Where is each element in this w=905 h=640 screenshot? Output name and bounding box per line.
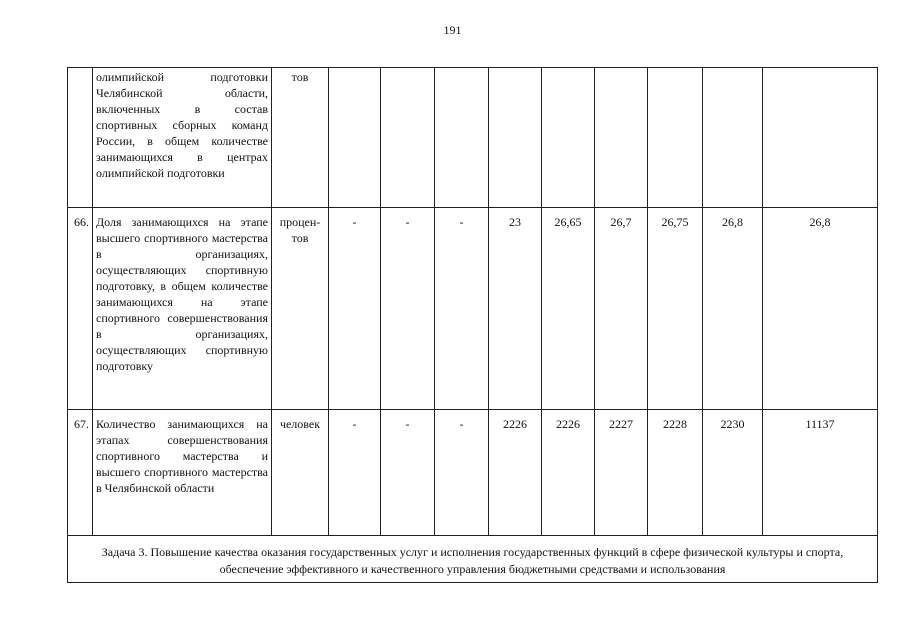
value-cell: 2226 xyxy=(542,410,595,536)
row-number: 67. xyxy=(68,410,93,536)
value-cell: 2227 xyxy=(595,410,648,536)
value-cell xyxy=(489,68,542,208)
value-cell xyxy=(648,68,703,208)
task-heading: Задача 3. Повышение качества оказания государственных услуг и исполнения государственных функций в сфере физической культуры и спорта, обеспечение эффективного и качественного управления бюджетными средствами и использования xyxy=(68,536,878,583)
total-cell: 11137 xyxy=(763,410,878,536)
table-row xyxy=(68,410,878,536)
table-row xyxy=(68,68,878,208)
value-cell: - xyxy=(381,410,435,536)
page-number: 191 xyxy=(443,23,462,37)
value-cell: 26,8 xyxy=(703,208,763,410)
total-cell xyxy=(763,68,878,208)
indicators-table xyxy=(67,67,878,583)
value-cell: - xyxy=(329,208,381,410)
unit-cell: процен-тов xyxy=(272,208,329,410)
value-cell: - xyxy=(435,410,489,536)
value-cell: 2226 xyxy=(489,410,542,536)
value-cell: - xyxy=(435,208,489,410)
indicator-name: Количество занимающихся на этапах совершенствования спортивного мастерства и высшего спортивного мастерства в Челябинской области xyxy=(93,410,272,536)
row-number: 66. xyxy=(68,208,93,410)
value-cell xyxy=(542,68,595,208)
value-cell xyxy=(703,68,763,208)
value-cell xyxy=(595,68,648,208)
value-cell xyxy=(435,68,489,208)
value-cell: 23 xyxy=(489,208,542,410)
task-row xyxy=(68,536,878,583)
value-cell: 2228 xyxy=(648,410,703,536)
row-number xyxy=(68,68,93,208)
unit-cell: тов xyxy=(272,68,329,208)
unit-cell: человек xyxy=(272,410,329,536)
value-cell: 26,7 xyxy=(595,208,648,410)
value-cell: 2230 xyxy=(703,410,763,536)
value-cell xyxy=(381,68,435,208)
value-cell: - xyxy=(329,410,381,536)
table-row xyxy=(68,208,878,410)
value-cell xyxy=(329,68,381,208)
indicator-name: Доля занимающихся на этапе высшего спортивного мастерства в организациях, осуществляющих спортивную подготовку, в общем количестве занимающихся на этапе спортивного совершенствования в организациях, осуществляющих спортивную подготовку xyxy=(93,208,272,410)
total-cell: 26,8 xyxy=(763,208,878,410)
indicator-name: олимпийской подготовки Челябинской области, включенных в состав спортивных сборных команд России, в общем количестве занимающихся в центрах олимпийской подготовки xyxy=(93,68,272,208)
value-cell: - xyxy=(381,208,435,410)
value-cell: 26,75 xyxy=(648,208,703,410)
value-cell: 26,65 xyxy=(542,208,595,410)
